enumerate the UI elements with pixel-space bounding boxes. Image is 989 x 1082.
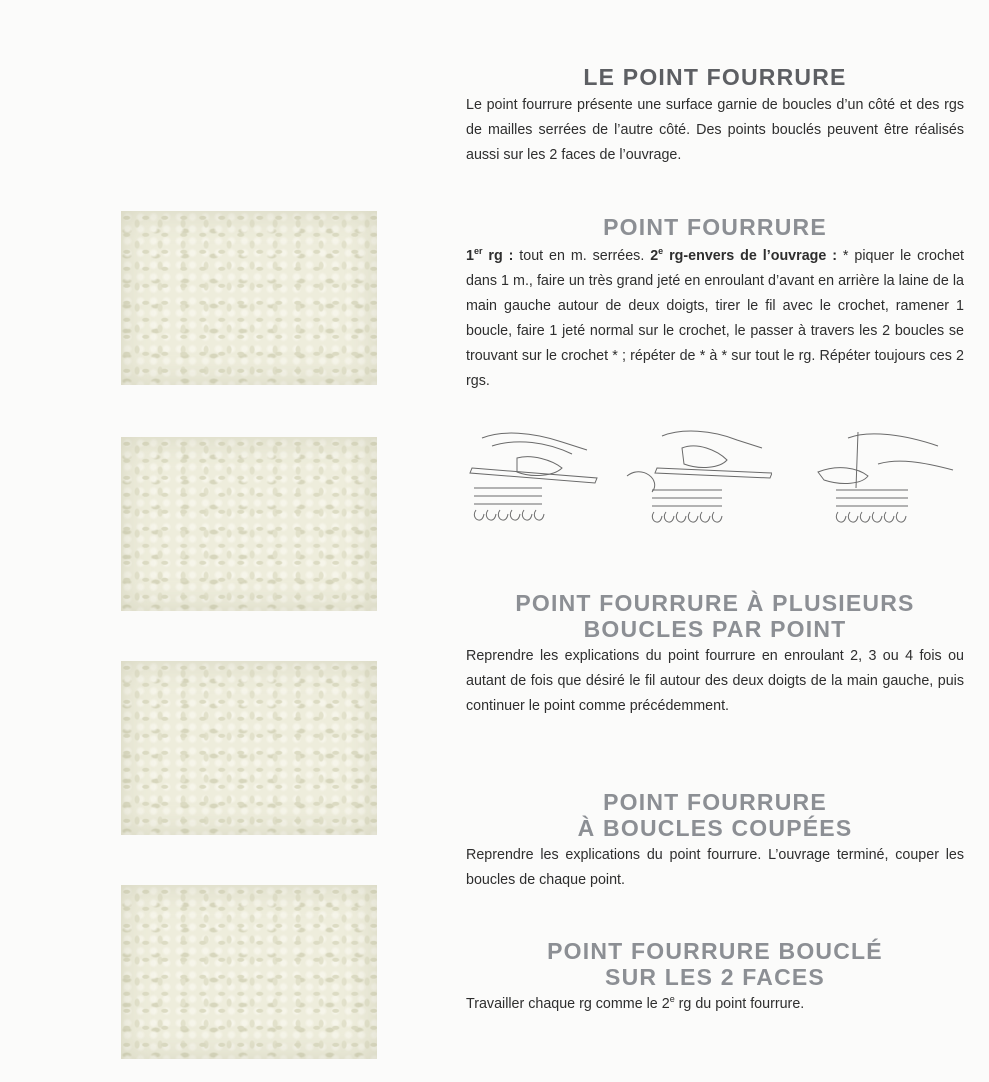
plusieurs-boucles-text: Reprendre les explications du point fourrure en enroulant 2, 3 ou 4 fois ou autant de fois que désiré le fil autour des deux doigts de la main gauche, puis continuer le point comme précédemment. (466, 648, 964, 714)
point-fourrure-text (466, 244, 964, 394)
deux-faces-text (466, 992, 964, 1017)
row2-num: 2 (650, 248, 659, 264)
row1-text: tout en m. serrées. (513, 248, 651, 264)
coupees-title-line2: À BOUCLES COUPÉES (577, 815, 853, 841)
swatch-photo-plusieurs-boucles (121, 437, 377, 611)
row2-sup: e (658, 246, 664, 257)
boucles-coupees-title (466, 789, 964, 841)
deux-faces-text-after: rg du point fourrure. (674, 996, 805, 1012)
plusieurs-title-line2: BOUCLES PAR POINT (583, 616, 847, 642)
deux-faces-title (466, 938, 964, 990)
deux-faces-title-line1: POINT FOURRURE BOUCLÉ (547, 938, 883, 964)
row2-text: * piquer le crochet dans 1 m., faire un très grand jeté en enroulant d’avant en arrière la laine de la main gauche autour de deux doigts, tirer le fil avec le crochet, ramener 1 boucle, faire 1 jeté normal sur le crochet, le passer à travers les 2 boucles se trouvant sur le crochet * ; répéter de * à * sur tout le rg. Répéter toujours ces 2 rgs. (466, 248, 964, 389)
plusieurs-boucles-title (466, 590, 964, 642)
intro-text: Le point fourrure présente une surface garnie de boucles d’un côté et des rgs de mailles serrées de l’autre côté. Des points bouclés peuvent être réalisés aussi sur les 2 faces de l’ouvrage. (466, 97, 964, 163)
technique-illustration-step-3 (808, 428, 958, 528)
intro-title: LE POINT FOURRURE (583, 64, 847, 90)
row1-label: rg : (482, 248, 514, 264)
plusieurs-title-line1: POINT FOURRURE À PLUSIEURS (515, 590, 915, 616)
row1-sup: er (473, 246, 483, 257)
boucles-coupees-text: Reprendre les explications du point fourrure. L’ouvrage terminé, couper les boucles de chaque point. (466, 847, 964, 888)
swatch-photo-point-fourrure (121, 211, 377, 385)
swatch-photo-boucles-coupees (121, 661, 377, 835)
point-fourrure-title: POINT FOURRURE (603, 214, 827, 240)
technique-illustration-step-1 (462, 428, 612, 528)
deux-faces-text-before: Travailler chaque rg comme le 2 (466, 996, 670, 1012)
deux-faces-title-line2: SUR LES 2 FACES (605, 964, 825, 990)
row2-label: rg-envers de l’ouvrage : (663, 248, 838, 264)
swatch-photo-deux-faces (121, 885, 377, 1059)
deux-faces-text-sup: e (669, 994, 675, 1005)
row1-num: 1 (466, 248, 474, 264)
technique-illustration-step-2 (622, 428, 772, 528)
coupees-title-line1: POINT FOURRURE (603, 789, 827, 815)
